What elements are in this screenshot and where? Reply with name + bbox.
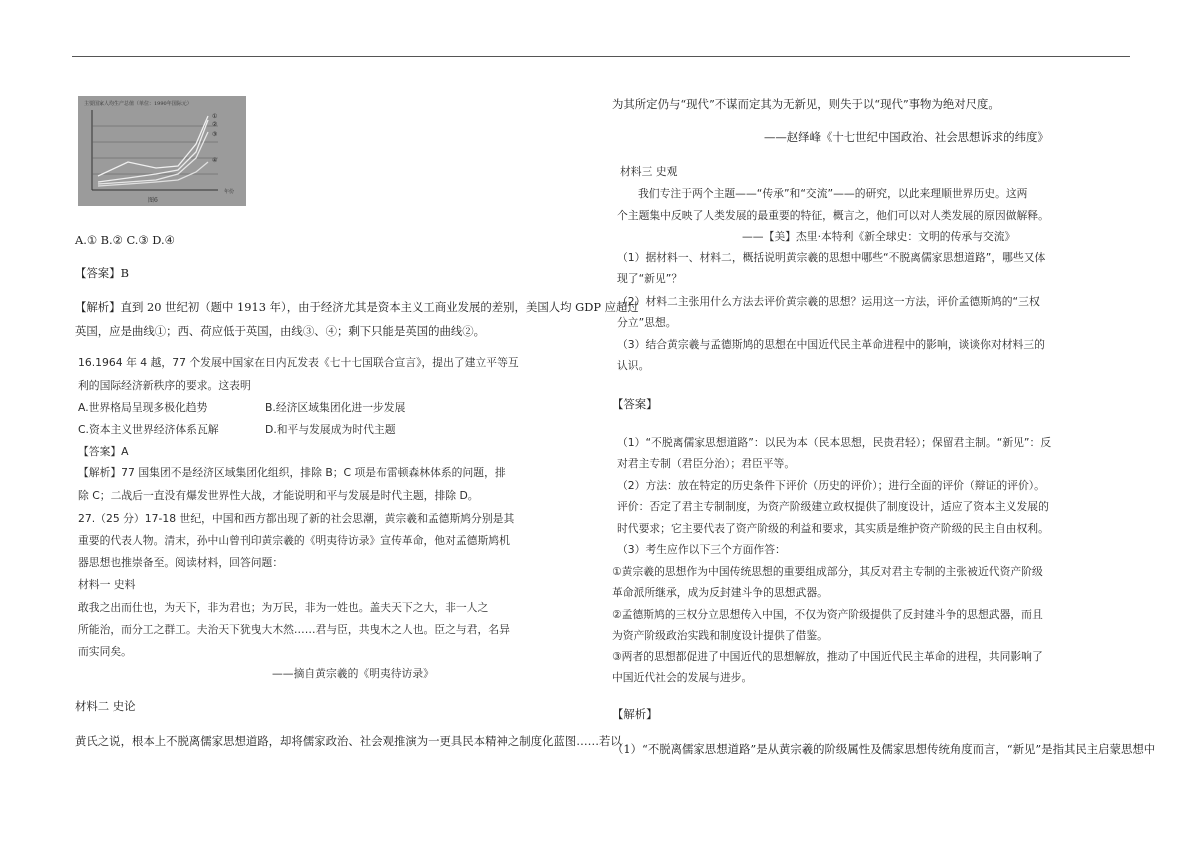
answer-line-3: （2）方法：放在特定的历史条件下评价（历史的评价）；进行全面的评价（辩证的评价）。 [617,479,1045,492]
material-1-source: ——摘自黄宗羲的《明夷待访录》 [272,667,434,680]
question-line-3: （2）材料二主张用什么方法去评价黄宗羲的思想？运用这一方法，评价孟德斯鸠的“三权 [617,295,1040,308]
material-2-line-1: 黄氏之说，根本上不脱离儒家思想道路，却将儒家政治、社会观推演为一更具民本精神之制度化蓝图……若以 [75,734,622,748]
material-2-source: ——赵绎峰《十七世纪中国政治、社会思想诉求的纬度》 [764,130,1049,144]
answer-heading: 【答案】 [612,397,658,411]
material-3-line-2: 个主题集中反映了人类发展的最重要的特征，概言之，他们可以对人类发展的原因做解释。 [617,209,1049,222]
q15-options: A.① B.② C.③ D.④ [75,233,175,247]
material-3-line-1: 我们专注于两个主题——“传承”和“交流”——的研究，以此来理顺世界历史。这两 [638,187,1028,200]
question-line-6: 认识。 [617,359,650,372]
figure-axis-label: 年份 [224,189,235,195]
question-line-5: （3）结合黄宗羲与孟德斯鸠的思想在中国近代民主革命进程中的影响，谈谈你对材料三的 [617,338,1045,351]
q16-option-b: B.经济区域集团化进一步发展 [265,401,406,414]
answer-line-2: 对君主专制（君臣分治）；君臣平等。 [617,457,796,470]
material-1-title: 材料一 史料 [78,578,136,591]
q16-stem-line-2: 利的国际经济新秩序的要求。这表明 [78,379,251,392]
answer-line-10: 为资产阶级政治实践和制度设计提供了借鉴。 [612,629,828,642]
q16-analysis-line-2: 除 C；二战后一直没有爆发世界性大战，才能说明和平与发展是时代主题，排除 D。 [78,489,479,502]
gdp-line-figure [78,96,246,206]
q16-option-c: C.资本主义世界经济体系瓦解 [78,423,219,436]
q16-analysis-line-1: 【解析】77 国集团不是经济区域集团化组织，排除 B；C 项是布雷顿森林体系的问题，排 [78,466,506,479]
figure-svg [78,96,246,206]
q27-stem-line-1: 27.（25 分）17-18 世纪，中国和西方都出现了新的社会思潮，黄宗羲和孟德斯鸠分别是其 [78,512,515,525]
answer-line-12: 中国近代社会的发展与进步。 [612,671,753,684]
q16-option-a: A.世界格局呈现多极化趋势 [78,401,208,414]
material-2-continuation: 为其所定仍与“现代”不谋而定其为无新见，则失于以“现代”事物为绝对尺度。 [612,97,1000,111]
material-1-line-3: 而实同矣。 [78,645,132,658]
header-rule [72,56,1130,57]
material-3-title: 材料三 史观 [620,165,678,178]
q27-stem-line-2: 重要的代表人物。清末，孙中山曾刊印黄宗羲的《明夷待访录》宣传革命，他对孟德斯鸠机 [78,534,510,547]
jiexi-line-1: （1）“不脱离儒家思想道路”是从黄宗羲的阶级属性及儒家思想传统角度而言，“新见”是指其民主启蒙思想中 [612,742,1156,756]
material-2-title: 材料二 史论 [75,699,136,713]
answer-line-6: （3）考生应作以下三个方面作答： [617,543,786,556]
figure-header: 主要国家人均生产总值（单位：1990年国际元） [84,101,192,107]
figure-caption: 图6 [148,197,158,204]
answer-line-7: ①黄宗羲的思想作为中国传统思想的重要组成部分，其反对君主专制的主张被近代资产阶级 [612,565,1043,578]
jiexi-heading: 【解析】 [612,707,658,721]
answer-line-4: 评价：否定了君主专制制度，为资产阶级建立政权提供了制度设计，适应了资本主义发展的 [617,500,1049,513]
material-1-line-2: 所能治，而分工之群工。夫治天下犹曳大木然……君与臣，共曳木之人也。臣之与君，名异 [78,623,510,636]
answer-line-1: （1）“不脱离儒家思想道路”：以民为本（民本思想，民贵君轻）；保留君主制。“新见”：反 [617,436,1052,449]
question-line-1: （1）据材料一、材料二，概括说明黄宗羲的思想中哪些“不脱离儒家思想道路”，哪些又体 [617,251,1046,264]
question-line-2: 现了“新见”？ [617,272,683,285]
q16-option-d: D.和平与发展成为时代主题 [265,423,396,436]
q16-stem-line-1: 16.1964 年 4 越，77 个发展中国家在日内瓦发表《七十七国联合宣言》，提出了建立平等互 [78,356,519,369]
material-1-line-1: 敢我之出而仕也，为天下，非为君也；为万民，非为一姓也。盖夫天下之大，非一人之 [78,601,489,614]
q15-analysis-line-1: 【解析】直到 20 世纪初（题中 1913 年），由于经济尤其是资本主义工商业发展的差别，美国人均 GDP 应超过 [75,300,639,314]
answer-line-11: ③两者的思想都促进了中国近代的思想解放，推动了中国近代民主革命的进程，共同影响了 [612,650,1043,663]
q15-analysis-line-2: 英国，应是曲线①；西、荷应低于英国，由线③、④；剩下只能是英国的曲线②。 [75,324,486,338]
material-3-source: ——【美】杰里·本特利《新全球史：文明的传承与交流》 [742,230,1016,243]
answer-line-9: ②孟德斯鸠的三权分立思想传入中国，不仅为资产阶级提供了反封建斗争的思想武器，而且 [612,608,1043,621]
curve-label-3: ③ [212,131,218,138]
answer-line-5: 时代要求；它主要代表了资产阶级的利益和要求，其实质是维护资产阶级的民主自由权利。 [617,522,1049,535]
q27-stem-line-3: 器思想也推崇备至。阅读材料，回答问题： [78,556,284,569]
answer-line-8: 革命派所继承，成为反封建斗争的思想武器。 [612,586,828,599]
q15-answer: 【答案】B [75,266,129,280]
question-line-4: 分立”思想。 [617,316,677,329]
q16-answer: 【答案】A [78,445,129,458]
curve-label-1: ① [212,113,218,120]
curve-label-4: ④ [212,157,218,164]
curve-label-2: ② [212,121,218,128]
